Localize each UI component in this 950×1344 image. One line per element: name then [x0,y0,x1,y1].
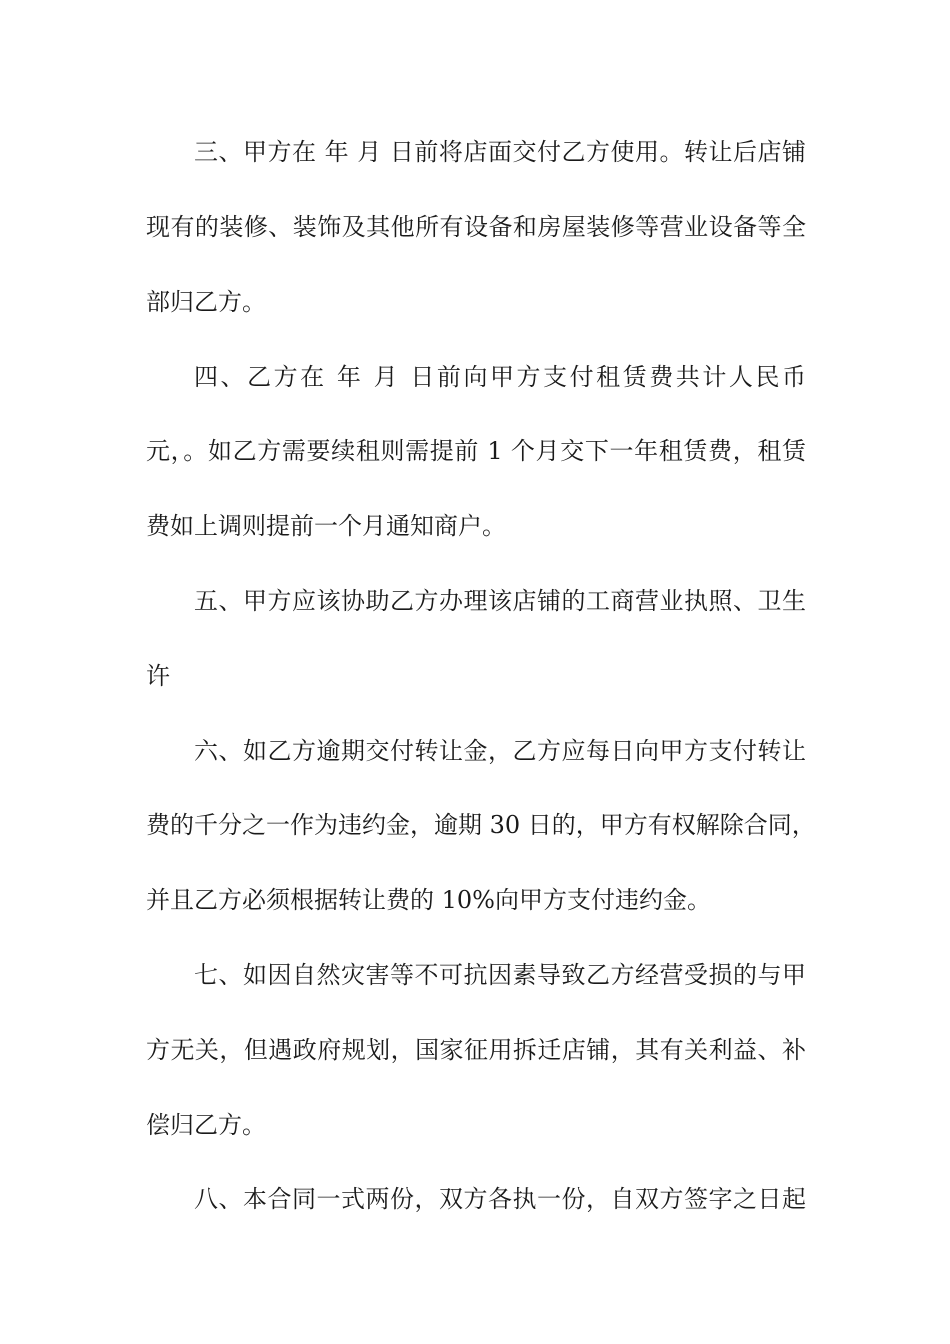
clause-5-line-1: 五、甲方应该协助乙方办理该店铺的工商营业执照、卫生 [194,587,806,615]
clause-6-line-2: 费的千分之一作为违约金，逾期 30 日的，甲方有权解除合同， [146,811,816,839]
clause-7-line-2: 方无关，但遇政府规划，国家征用拆迁店铺，其有关利益、补 [146,1036,806,1064]
clause-6-line-3: 并且乙方必须根据转让费的 10%向甲方支付违约金。 [146,886,711,914]
clause-7-line-3: 偿归乙方。 [146,1111,266,1139]
clause-6-line-1: 六、如乙方逾期交付转让金，乙方应每日向甲方支付转让 [194,737,806,765]
clause-3-line-3: 部归乙方。 [146,288,266,316]
clause-4-line-1: 四、乙方在 年 月 日前向甲方支付租赁费共计人民币 [194,363,806,391]
clause-3-line-2: 现有的装修、装饰及其他所有设备和房屋装修等营业设备等全 [146,213,806,241]
clause-5-line-2: 许 [146,662,170,690]
clause-4-line-2: 元，。如乙方需要续租则需提前 1 个月交下一年租赁费，租赁 [146,437,806,465]
clause-3-line-1: 三、甲方在 年 月 日前将店面交付乙方使用。转让后店铺 [194,138,806,166]
clause-8-line-1: 八、本合同一式两份，双方各执一份，自双方签字之日起 [194,1185,806,1213]
clause-4-line-3: 费如上调则提前一个月通知商户。 [146,512,506,540]
clause-7-line-1: 七、如因自然灾害等不可抗因素导致乙方经营受损的与甲 [194,961,806,989]
